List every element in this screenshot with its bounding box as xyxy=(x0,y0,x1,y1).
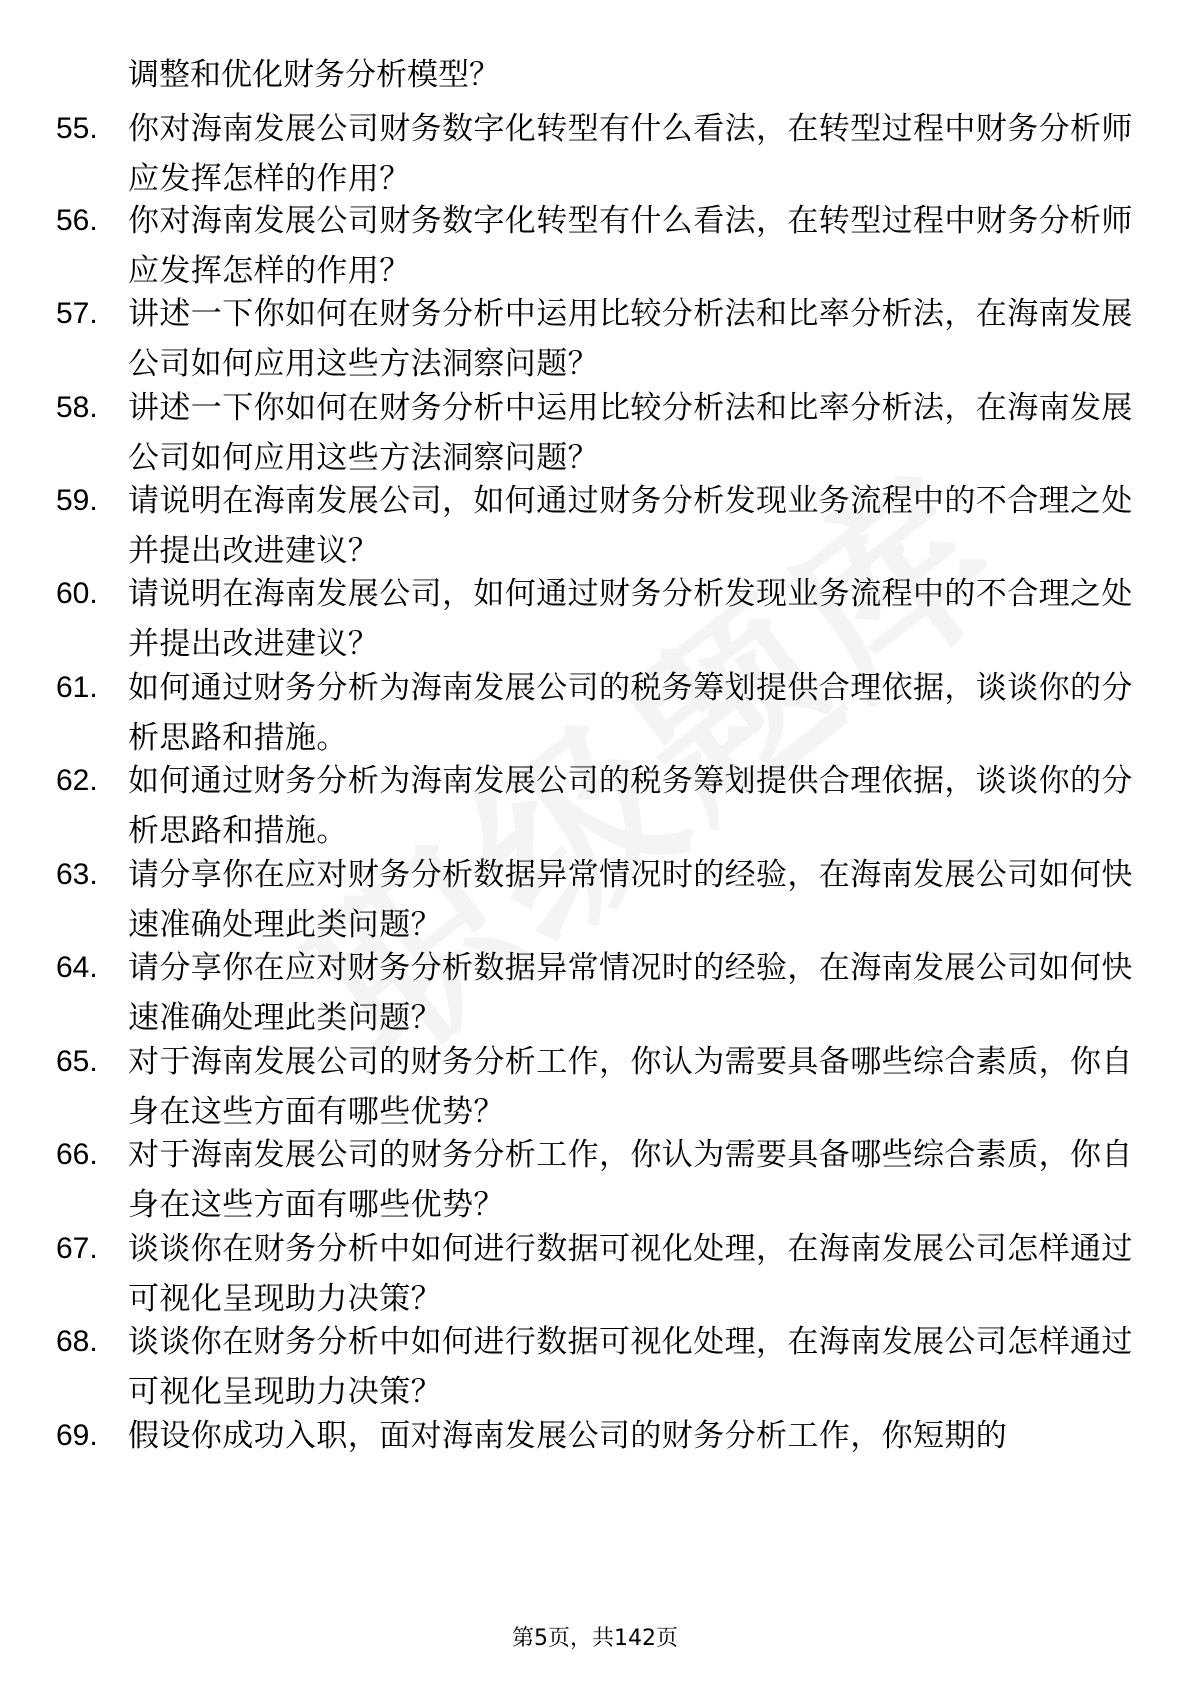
question-text: 讲述一下你如何在财务分析中运用比较分析法和比率分析法，在海南发展公司如何应用这些方法洞察问题？ xyxy=(128,296,1133,382)
list-item xyxy=(0,663,1190,763)
question-text: 假设你成功入职，面对海南发展公司的财务分析工作，你短期的 xyxy=(128,1418,1008,1454)
question-number: 67. xyxy=(56,1232,98,1265)
question-text: 谈谈你在财务分析中如何进行数据可视化处理，在海南发展公司怎样通过可视化呈现助力决策？ xyxy=(128,1231,1133,1317)
list-item xyxy=(0,569,1190,669)
question-number: 59. xyxy=(56,484,98,517)
question-text: 请说明在海南发展公司，如何通过财务分析发现业务流程中的不合理之处并提出改进建议？ xyxy=(128,483,1133,569)
question-number: 63. xyxy=(56,858,98,891)
question-number: 69. xyxy=(56,1419,98,1452)
question-text: 如何通过财务分析为海南发展公司的税务筹划提供合理依据，谈谈你的分析思路和措施。 xyxy=(128,763,1133,849)
question-text: 讲述一下你如何在财务分析中运用比较分析法和比率分析法，在海南发展公司如何应用这些方法洞察问题？ xyxy=(128,390,1133,476)
list-item xyxy=(0,289,1190,389)
question-number: 62. xyxy=(56,764,98,797)
list-item xyxy=(0,196,1190,296)
question-text: 谈谈你在财务分析中如何进行数据可视化处理，在海南发展公司怎样通过可视化呈现助力决策？ xyxy=(128,1324,1133,1410)
page-footer: 第5页，共142页 xyxy=(512,1626,678,1651)
list-item xyxy=(0,1130,1190,1230)
continued-question-text: 调整和优化财务分析模型？ xyxy=(128,57,500,93)
list-item xyxy=(0,383,1190,483)
question-text: 请分享你在应对财务分析数据异常情况时的经验，在海南发展公司如何快速准确处理此类问题？ xyxy=(128,857,1133,943)
question-number: 60. xyxy=(56,577,98,610)
question-number: 58. xyxy=(56,391,98,424)
list-item xyxy=(0,756,1190,856)
question-number: 61. xyxy=(56,671,98,704)
question-number: 68. xyxy=(56,1325,98,1358)
list-item xyxy=(0,850,1190,950)
question-text: 如何通过财务分析为海南发展公司的税务筹划提供合理依据，谈谈你的分析思路和措施。 xyxy=(128,670,1133,756)
question-text: 你对海南发展公司财务数字化转型有什么看法，在转型过程中财务分析师应发挥怎样的作用？ xyxy=(128,111,1133,197)
list-item xyxy=(0,1037,1190,1137)
list-item xyxy=(0,476,1190,576)
list-item xyxy=(0,1224,1190,1324)
question-text: 你对海南发展公司财务数字化转型有什么看法，在转型过程中财务分析师应发挥怎样的作用？ xyxy=(128,203,1133,289)
question-text: 对于海南发展公司的财务分析工作，你认为需要具备哪些综合素质，你自身在这些方面有哪些优势？ xyxy=(128,1137,1133,1223)
question-number: 64. xyxy=(56,951,98,984)
list-item xyxy=(0,1317,1190,1417)
question-text: 请说明在海南发展公司，如何通过财务分析发现业务流程中的不合理之处并提出改进建议？ xyxy=(128,576,1133,662)
question-number: 56. xyxy=(56,204,98,237)
question-number: 57. xyxy=(56,297,98,330)
question-text: 对于海南发展公司的财务分析工作，你认为需要具备哪些综合素质，你自身在这些方面有哪些优势？ xyxy=(128,1044,1133,1130)
question-number: 65. xyxy=(56,1045,98,1078)
list-item xyxy=(0,104,1190,204)
question-number: 66. xyxy=(56,1138,98,1171)
list-item xyxy=(0,943,1190,1043)
question-number: 55. xyxy=(56,112,98,145)
question-text: 请分享你在应对财务分析数据异常情况时的经验，在海南发展公司如何快速准确处理此类问题？ xyxy=(128,950,1133,1036)
list-item xyxy=(0,1411,1190,1511)
